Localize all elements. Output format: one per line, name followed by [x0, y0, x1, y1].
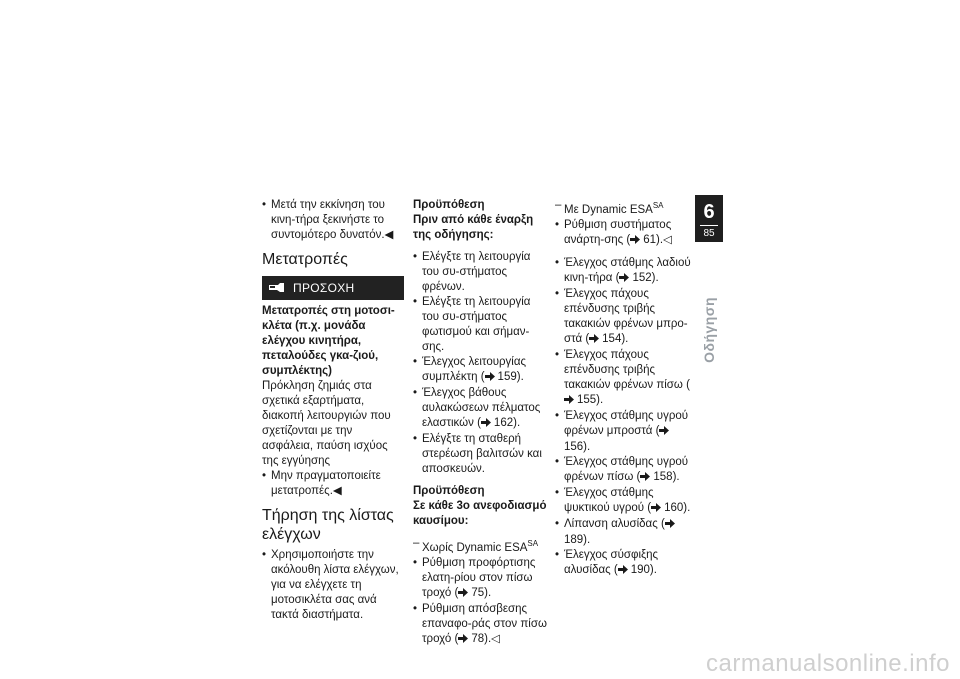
heading-checklist: Τήρηση της λίστας ελέγχων — [262, 507, 394, 543]
precondition-sub: Πριν από κάθε έναρξη της οδήγησης: — [413, 214, 534, 241]
list-item: • Έλεγχος στάθμης ψυκτικού υγρού ( 160). — [555, 486, 691, 517]
list-item: • Έλεγχος στάθμης υγρού φρένων πίσω ( 158). — [555, 455, 691, 486]
precondition-heading: Προϋπόθεση — [413, 199, 485, 211]
warning-box — [262, 276, 404, 300]
page-ref-icon — [458, 587, 468, 602]
list-item: • Μην πραγματοποιείτε μετατροπές.◀ — [262, 469, 404, 499]
list-item: – Με Dynamic $ESA^{SA}$ — [555, 198, 691, 218]
page-ref-icon — [485, 371, 495, 386]
list-item: • Ρύθμιση απόσβεσης επαναφο-ράς στον πίσω τροχό ( 78).◁ — [413, 602, 549, 648]
column-3 — [555, 198, 691, 579]
precondition-sub: Σε κάθε 3ο ανεφοδιασμό καυσίμου: — [413, 500, 547, 527]
list-item: • Ελέγξτε τη λειτουργία του συ-στήματος φωτισμού και σήμαν-σης. — [413, 295, 549, 355]
list-item: • Έλεγχος βάθους αυλακώσεων πέλματος ελαστικών ( 162). — [413, 386, 549, 432]
list-item: • Έλεγχος πάχους επένδυσης τριβής τακακιών φρένων πίσω (155). — [555, 348, 691, 409]
list-item: • Ελέγξτε τη λειτουργία του συ-στήματος φρένων. — [413, 250, 549, 295]
list-item: • Έλεγχος πάχους επένδυσης τριβής τακακιών φρένων μπρο-στά ( 154). — [555, 287, 691, 348]
page-ref-icon — [589, 333, 599, 348]
page-ref-icon — [619, 272, 629, 287]
precondition-heading: Προϋπόθεση — [413, 485, 485, 497]
list-item: • Έλεγχος λειτουργίας συμπλέκτη ( 159). — [413, 355, 549, 386]
warning-body: Πρόκληση ζημιάς στα σχετικά εξαρτήματα, διακοπή λειτουργιών που σχετίζονται με την ασφάλεια, παύση ισχύος της εγγύησης — [262, 380, 391, 467]
end-marker-outline-icon: ◁ — [491, 633, 501, 645]
warning-title: Μετατροπές στη μοτοσι-κλέτα (π.χ. μονάδα ελέγχου κινητήρα, πεταλούδες γκα-ζιού, συμπλέκτης) — [262, 305, 395, 377]
page-number: 85 — [703, 228, 715, 239]
list-item: • Μετά την εκκίνηση του κινη-τήρα ξεκινήστε το συντομότερο δυνατόν.◀ — [262, 198, 404, 243]
watermark: carmanualsonline.info — [706, 650, 950, 677]
list-item: • Χρησιμοποιήστε την ακόλουθη λίστα ελέγχων, για να ελέγχετε τη μοτοσικλέτα σας ανά τακτά διαστήματα. — [262, 548, 404, 623]
list-item: • Ρύθμιση συστήματος ανάρτη-σης ( 61).◁ — [555, 218, 691, 249]
page-ref-icon — [630, 234, 640, 249]
chapter-tab — [695, 195, 723, 242]
page-ref-icon — [640, 471, 650, 486]
column-2 — [413, 198, 549, 648]
page-ref-icon — [618, 564, 628, 579]
tab-divider — [700, 225, 718, 226]
list-item: • Ρύθμιση προφόρτισης ελατη-ρίου στον πίσω τροχό ( 75). — [413, 556, 549, 602]
page-ref-icon — [651, 502, 661, 517]
list-item: • Έλεγχος στάθμης υγρού φρένων μπροστά (156). — [555, 409, 691, 455]
page-ref-icon — [564, 394, 574, 409]
chapter-number: 6 — [703, 201, 715, 223]
end-marker-icon: ◀ — [384, 229, 394, 241]
warning-hand-icon — [268, 281, 286, 295]
end-marker-icon: ◀ — [332, 485, 342, 497]
page-ref-icon — [458, 633, 468, 648]
chapter-side-title: Οδήγηση — [700, 297, 717, 363]
list-item: • Λίπανση αλυσίδας (189). — [555, 517, 691, 548]
list-item: • Ελέγξτε τη σταθερή στερέωση βαλιτσών και αποσκευών. — [413, 432, 549, 477]
list-item: • Έλεγχος στάθμης λαδιού κινη-τήρα ( 152). — [555, 256, 691, 287]
page-ref-icon — [481, 417, 491, 432]
page-ref-icon — [665, 518, 675, 533]
list-item: – Χωρίς Dynamic $ESA^{SA}$ — [413, 536, 549, 556]
page-ref-icon — [659, 425, 669, 440]
end-marker-outline-icon: ◁ — [663, 234, 672, 246]
warning-label: ΠΡΟΣΟΧΗ — [293, 280, 355, 295]
heading-modifications: Μετατροπές — [262, 251, 348, 268]
list-item: • Έλεγχος σύσφιξης αλυσίδας ( 190). — [555, 548, 691, 579]
column-1 — [262, 198, 404, 623]
